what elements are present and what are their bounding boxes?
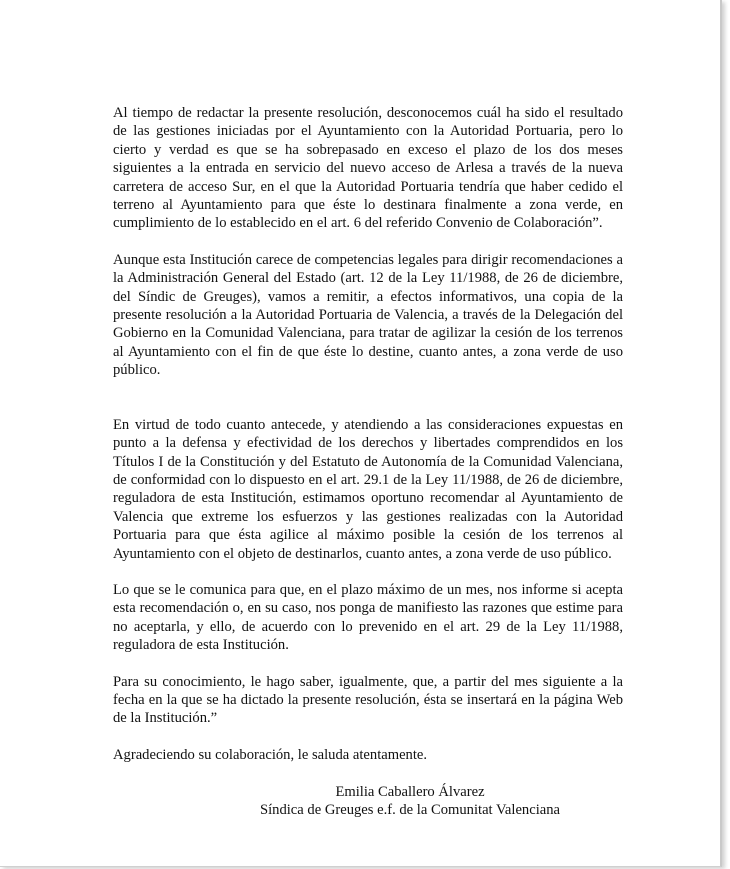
- paragraph-recommendation: En virtud de todo cuanto antecede, y atendiendo a las consideraciones expuestas en punto a la defensa y efectividad de los derechos y libertades comprendidos en los Títulos I de la Constitución y del Estatuto de Autonomía de la Comunidad Valenciana, de conformidad con lo dispuesto en el art. 29.1 de la Ley 11/1988, de 26 de diciembre, reguladora de esta Institución, estimamos oportuno recomendar al Ayuntamiento de Valencia que extreme los esfuerzos y las gestiones realizadas con la Autoridad Portuaria para que ésta agilice al máximo posible la cesión de los terrenos al Ayuntamiento con el objeto de destinarlos, cuanto antes, a zona verde de uso público.: [113, 416, 623, 562]
- document-body: [113, 104, 623, 764]
- paragraph-closing: Agradeciendo su colaboración, le saluda atentamente.: [113, 746, 428, 763]
- paragraph-resolution-status: Al tiempo de redactar la presente resolución, desconocemos cuál ha sido el resultado de las gestiones iniciadas por el Ayuntamiento con la Autoridad Portuaria, pero lo cierto y verdad es que se ha sobrepasado en exceso el plazo de los dos meses siguientes a la entrada en servicio del nuevo acceso de Arlesa a través de la nueva carretera de acceso Sur, en el que la Autoridad Portuaria tendría que haber cedido el terreno al Ayuntamiento para que éste lo destinara finalmente a zona verde, en cumplimiento de lo establecido en el art. 6 del referido Convenio de Colaboración”.: [113, 105, 623, 232]
- paragraph-publication-notice: Para su conocimiento, le hago saber, igualmente, que, a partir del mes siguiente a la fecha en la que se ha dictado la presente resolución, ésta se insertará en la página Web de la Institución.”: [113, 673, 623, 727]
- paragraph-competences: Aunque esta Institución carece de competencias legales para dirigir recomendaciones a la Administración General del Estado (art. 12 de la Ley 11/1988, de 26 de diciembre, del Síndic de Greuges), vamos a remitir, a efectos informativos, una copia de la presente resolución a la Autoridad Portuaria de Valencia, a través de la Delegación del Gobierno en la Comunidad Valenciana, para tratar de agilizar la cesión de los terrenos al Ayuntamiento con el fin de que éste lo destine, cuanto antes, a zona verde de uso público.: [113, 251, 623, 379]
- signatory-name: Emilia Caballero Álvarez: [335, 784, 485, 800]
- signature-block: [200, 783, 620, 820]
- signatory-title: Síndica de Greuges e.f. de la Comunitat Valenciana: [259, 802, 561, 819]
- paragraph-response-request: Lo que se le comunica para que, en el plazo máximo de un mes, nos informe si acepta esta recomendación o, en su caso, nos ponga de manifiesto las razones que estime para no aceptarla, y ello, de acuerdo con lo prevenido en el art. 29 de la Ley 11/1988, reguladora de esta Institución.: [113, 581, 623, 654]
